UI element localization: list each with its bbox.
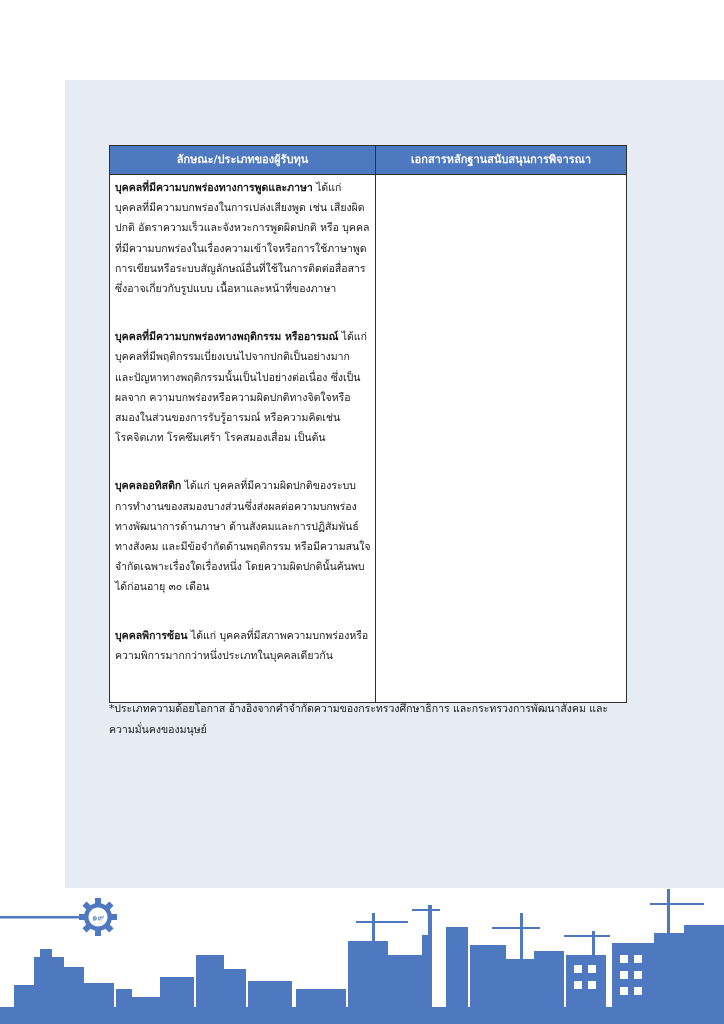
gear-icon: [79, 898, 117, 936]
list-item: [115, 178, 371, 299]
footnote: *ประเภทความด้อยโอกาส อ้างอิงจากคำจำกัดความของกระทรวงศึกษาธิการ และกระทรวงการพัฒนาสังคม และความมั่นคงของมนุษย์: [109, 703, 609, 736]
city-skyline-footer: [0, 885, 724, 1024]
entry-title: บุคคลออทิสติก: [115, 480, 182, 493]
entry-body: ได้แก่ บุคคลที่มีสภาพความบกพร่องหรือความพิการมากกว่าหนึ่งประเภทในบุคคลเดียวกัน: [115, 629, 369, 662]
entry-title: บุคคลที่มีความบกพร่องทางพฤติกรรม หรืออารมณ์: [115, 331, 339, 344]
list-item: [115, 626, 371, 666]
entry-body: ได้แก่ บุคคลที่มีพฤติกรรมเบี่ยงเบนไปจากปกติเป็นอย่างมาก และปัญหาทางพฤติกรรมนั้นเป็นไปอย่างต่อเนื่อง ซึ่งเป็นผลจาก ความบกพร่องหรือความผิดปกติทางจิตใจหรือสมองในส่วนของการรับรู้อารมณ์ หรือความคิดเช่น โรคจิตเภท โรคซึมเศร้า โรคสมองเสื่อม เป็นต้น: [115, 331, 367, 445]
entry-title: บุคคลที่มีความบกพร่องทางการพูดและภาษา: [115, 182, 313, 194]
table-row: [110, 175, 627, 703]
page-number: ๑๙: [91, 913, 105, 924]
entry-body: ได้แก่ บุคคลที่มีความผิดปกติของระบบการทำงานของสมองบางส่วนซึ่งส่งผลต่อความบกพร่องทางพัฒนาการด้านภาษา ด้านสังคมและการปฏิสัมพันธ์ทางสังคม และมีข้อจำกัดด้านพฤติกรรม หรือมีความสนใจจำกัดเฉพาะเรื่องใดเรื่องหนึ่ง โดยความผิดปกตินั้นค้นพบได้ก่อนอายุ ๓๐ เดือน: [115, 480, 371, 594]
list-item: [115, 327, 371, 448]
footer-line: [0, 916, 84, 919]
supporting-documents-cell: [375, 175, 626, 703]
list-item: [115, 476, 371, 597]
entry-body: ได้แก่ บุคคลที่มีความบกพร่องในการเปล่งเสียงพูด เช่น เสียงผิดปกติ อัตราความเร็วและจังหวะการพูดผิดปกติ หรือ บุคคลที่มีความบกพร่องในเรื่องความเข้าใจหรือการใช้ภาษาพูด การเขียนหรือระบบสัญลักษณ์อื่นที่ใช้ในการติดต่อสื่อสาร ซึ่งอาจเกี่ยวกับรูปแบบ เนื้อหาและหน้าที่ของภาษา: [115, 182, 370, 296]
header-recipient-type: ลักษณะ/ประเภทของผู้รับทุน: [110, 146, 376, 175]
header-supporting-documents: เอกสารหลักฐานสนับสนุนการพิจารณา: [375, 146, 626, 175]
criteria-table: [109, 145, 627, 703]
recipient-type-cell: [110, 175, 376, 703]
entry-title: บุคคลพิการซ้อน: [115, 629, 188, 642]
table-header-row: [110, 146, 627, 175]
